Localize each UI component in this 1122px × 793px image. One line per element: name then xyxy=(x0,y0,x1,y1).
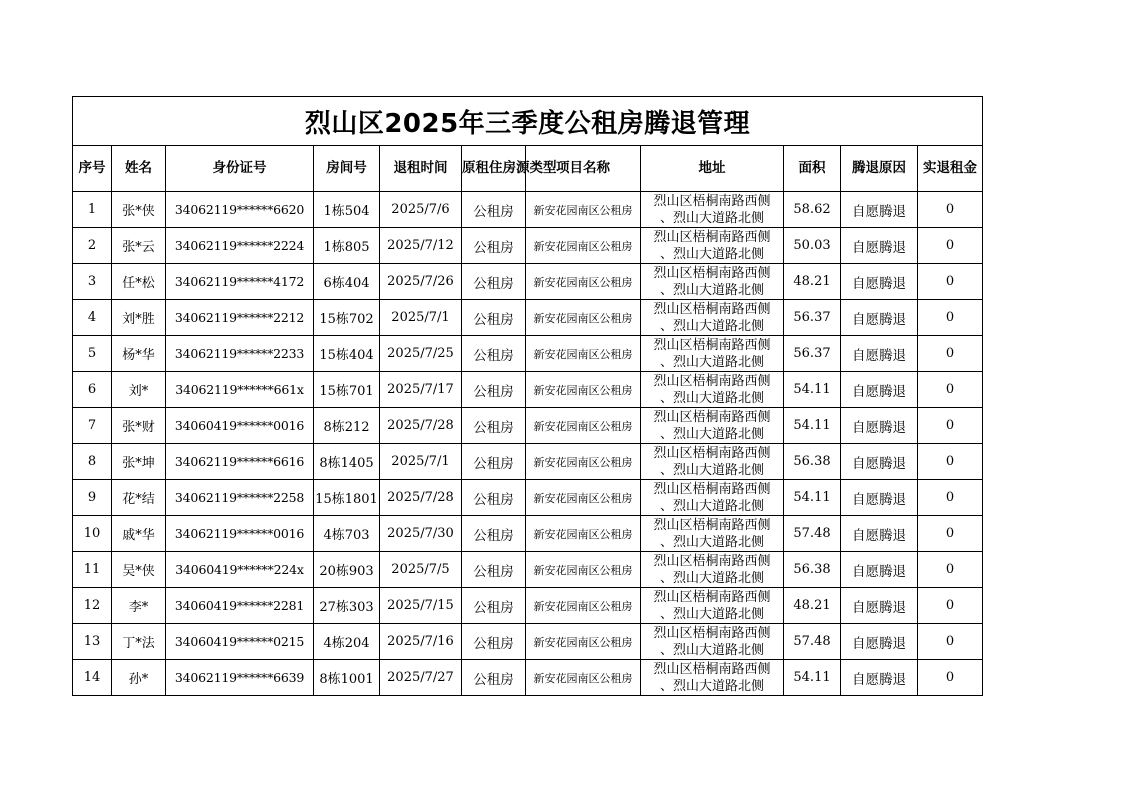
address-line-1: 烈山区梧桐南路西侧 xyxy=(653,625,771,641)
table-row xyxy=(73,264,983,300)
cell-refund: 0 xyxy=(918,192,983,228)
cell-area: 48.21 xyxy=(784,588,841,624)
cell-id-number: 34062119******661x xyxy=(166,372,314,408)
cell-reason: 自愿腾退 xyxy=(841,480,918,516)
cell-housing-type: 公租房 xyxy=(462,336,526,372)
cell-address xyxy=(641,624,784,660)
cell-vacate-date: 2025/7/5 xyxy=(380,552,462,588)
cell-serial: 5 xyxy=(73,336,112,372)
cell-project: 新安花园南区公租房 xyxy=(526,408,641,444)
address-line-2: 、烈山大道路北侧 xyxy=(659,570,764,586)
cell-reason: 自愿腾退 xyxy=(841,516,918,552)
cell-area: 58.62 xyxy=(784,192,841,228)
cell-housing-type: 公租房 xyxy=(462,372,526,408)
table-row xyxy=(73,480,983,516)
cell-area: 56.38 xyxy=(784,444,841,480)
cell-reason: 自愿腾退 xyxy=(841,408,918,444)
cell-reason: 自愿腾退 xyxy=(841,336,918,372)
cell-name: 张*财 xyxy=(112,408,166,444)
cell-reason: 自愿腾退 xyxy=(841,228,918,264)
cell-housing-type: 公租房 xyxy=(462,480,526,516)
address-line-1: 烈山区梧桐南路西侧 xyxy=(653,301,771,317)
cell-housing-type: 公租房 xyxy=(462,624,526,660)
cell-project: 新安花园南区公租房 xyxy=(526,192,641,228)
cell-vacate-date: 2025/7/1 xyxy=(380,300,462,336)
cell-area: 56.37 xyxy=(784,300,841,336)
address-line-1: 烈山区梧桐南路西侧 xyxy=(653,661,771,677)
address-line-1: 烈山区梧桐南路西侧 xyxy=(653,589,771,605)
cell-address xyxy=(641,408,784,444)
cell-reason: 自愿腾退 xyxy=(841,444,918,480)
header-name: 姓名 xyxy=(112,146,166,192)
address-line-2: 、烈山大道路北侧 xyxy=(659,642,764,658)
cell-address xyxy=(641,264,784,300)
cell-refund: 0 xyxy=(918,660,983,696)
cell-serial: 3 xyxy=(73,264,112,300)
header-reason: 腾退原因 xyxy=(841,146,918,192)
cell-project: 新安花园南区公租房 xyxy=(526,660,641,696)
cell-serial: 7 xyxy=(73,408,112,444)
address-line-2: 、烈山大道路北侧 xyxy=(659,318,764,334)
table-body xyxy=(73,192,983,696)
cell-vacate-date: 2025/7/28 xyxy=(380,480,462,516)
cell-id-number: 34062119******2212 xyxy=(166,300,314,336)
cell-vacate-date: 2025/7/25 xyxy=(380,336,462,372)
cell-serial: 10 xyxy=(73,516,112,552)
cell-refund: 0 xyxy=(918,300,983,336)
header-id-number: 身份证号 xyxy=(166,146,314,192)
cell-reason: 自愿腾退 xyxy=(841,660,918,696)
cell-room: 20栋903 xyxy=(314,552,380,588)
cell-room: 4栋703 xyxy=(314,516,380,552)
cell-vacate-date: 2025/7/12 xyxy=(380,228,462,264)
table-title: 烈山区2025年三季度公租房腾退管理 xyxy=(73,97,983,146)
cell-project: 新安花园南区公租房 xyxy=(526,300,641,336)
cell-room: 8栋212 xyxy=(314,408,380,444)
cell-room: 15栋702 xyxy=(314,300,380,336)
cell-refund: 0 xyxy=(918,372,983,408)
table-row xyxy=(73,444,983,480)
cell-reason: 自愿腾退 xyxy=(841,552,918,588)
cell-project: 新安花园南区公租房 xyxy=(526,480,641,516)
cell-area: 50.03 xyxy=(784,228,841,264)
header-serial: 序号 xyxy=(73,146,112,192)
cell-area: 48.21 xyxy=(784,264,841,300)
cell-address xyxy=(641,516,784,552)
cell-name: 戚*华 xyxy=(112,516,166,552)
cell-vacate-date: 2025/7/28 xyxy=(380,408,462,444)
header-address: 地址 xyxy=(641,146,784,192)
cell-id-number: 34062119******6639 xyxy=(166,660,314,696)
cell-address xyxy=(641,552,784,588)
cell-id-number: 34062119******2233 xyxy=(166,336,314,372)
cell-refund: 0 xyxy=(918,516,983,552)
cell-housing-type: 公租房 xyxy=(462,660,526,696)
cell-name: 张*云 xyxy=(112,228,166,264)
cell-room: 1栋805 xyxy=(314,228,380,264)
cell-id-number: 34062119******2258 xyxy=(166,480,314,516)
cell-housing-type: 公租房 xyxy=(462,444,526,480)
address-line-2: 、烈山大道路北侧 xyxy=(659,390,764,406)
cell-name: 孙* xyxy=(112,660,166,696)
cell-reason: 自愿腾退 xyxy=(841,192,918,228)
address-line-2: 、烈山大道路北侧 xyxy=(659,246,764,262)
cell-project: 新安花园南区公租房 xyxy=(526,444,641,480)
cell-id-number: 34060419******224x xyxy=(166,552,314,588)
table-row xyxy=(73,660,983,696)
table-row xyxy=(73,588,983,624)
cell-refund: 0 xyxy=(918,588,983,624)
cell-serial: 4 xyxy=(73,300,112,336)
cell-housing-type: 公租房 xyxy=(462,264,526,300)
cell-name: 张*侠 xyxy=(112,192,166,228)
cell-name: 丁*法 xyxy=(112,624,166,660)
cell-name: 张*坤 xyxy=(112,444,166,480)
cell-project: 新安花园南区公租房 xyxy=(526,336,641,372)
cell-address xyxy=(641,480,784,516)
cell-serial: 9 xyxy=(73,480,112,516)
cell-reason: 自愿腾退 xyxy=(841,264,918,300)
cell-room: 8栋1405 xyxy=(314,444,380,480)
cell-id-number: 34062119******0016 xyxy=(166,516,314,552)
cell-room: 8栋1001 xyxy=(314,660,380,696)
cell-name: 花*结 xyxy=(112,480,166,516)
address-line-1: 烈山区梧桐南路西侧 xyxy=(653,409,771,425)
header-room: 房间号 xyxy=(314,146,380,192)
cell-housing-type: 公租房 xyxy=(462,588,526,624)
address-line-1: 烈山区梧桐南路西侧 xyxy=(653,373,771,389)
cell-vacate-date: 2025/7/1 xyxy=(380,444,462,480)
address-line-2: 、烈山大道路北侧 xyxy=(659,534,764,550)
cell-name: 杨*华 xyxy=(112,336,166,372)
address-line-1: 烈山区梧桐南路西侧 xyxy=(653,553,771,569)
table-row xyxy=(73,408,983,444)
table-row xyxy=(73,300,983,336)
cell-refund: 0 xyxy=(918,624,983,660)
address-line-2: 、烈山大道路北侧 xyxy=(659,426,764,442)
cell-room: 15栋701 xyxy=(314,372,380,408)
cell-room: 15栋404 xyxy=(314,336,380,372)
cell-serial: 11 xyxy=(73,552,112,588)
cell-reason: 自愿腾退 xyxy=(841,624,918,660)
cell-vacate-date: 2025/7/27 xyxy=(380,660,462,696)
table-row xyxy=(73,552,983,588)
cell-vacate-date: 2025/7/15 xyxy=(380,588,462,624)
address-line-2: 、烈山大道路北侧 xyxy=(659,282,764,298)
cell-reason: 自愿腾退 xyxy=(841,300,918,336)
address-line-2: 、烈山大道路北侧 xyxy=(659,498,764,514)
cell-project: 新安花园南区公租房 xyxy=(526,516,641,552)
cell-serial: 14 xyxy=(73,660,112,696)
cell-project: 新安花园南区公租房 xyxy=(526,588,641,624)
address-line-1: 烈山区梧桐南路西侧 xyxy=(653,265,771,281)
cell-name: 吴*侠 xyxy=(112,552,166,588)
cell-housing-type: 公租房 xyxy=(462,516,526,552)
cell-refund: 0 xyxy=(918,480,983,516)
cell-housing-type: 公租房 xyxy=(462,228,526,264)
cell-refund: 0 xyxy=(918,552,983,588)
cell-refund: 0 xyxy=(918,408,983,444)
cell-serial: 2 xyxy=(73,228,112,264)
cell-project: 新安花园南区公租房 xyxy=(526,264,641,300)
cell-address xyxy=(641,588,784,624)
cell-area: 57.48 xyxy=(784,516,841,552)
cell-room: 27栋303 xyxy=(314,588,380,624)
address-line-2: 、烈山大道路北侧 xyxy=(659,354,764,370)
cell-refund: 0 xyxy=(918,444,983,480)
address-line-2: 、烈山大道路北侧 xyxy=(659,210,764,226)
table-row xyxy=(73,192,983,228)
cell-address xyxy=(641,300,784,336)
cell-housing-type: 公租房 xyxy=(462,408,526,444)
cell-area: 54.11 xyxy=(784,660,841,696)
cell-room: 6栋404 xyxy=(314,264,380,300)
cell-reason: 自愿腾退 xyxy=(841,372,918,408)
cell-housing-type: 公租房 xyxy=(462,192,526,228)
cell-id-number: 34062119******6616 xyxy=(166,444,314,480)
header-refund: 实退租金 xyxy=(918,146,983,192)
cell-refund: 0 xyxy=(918,228,983,264)
cell-project: 新安花园南区公租房 xyxy=(526,372,641,408)
cell-project: 新安花园南区公租房 xyxy=(526,624,641,660)
cell-name: 任*松 xyxy=(112,264,166,300)
table-row xyxy=(73,372,983,408)
cell-serial: 6 xyxy=(73,372,112,408)
table-row xyxy=(73,516,983,552)
cell-refund: 0 xyxy=(918,336,983,372)
cell-project: 新安花园南区公租房 xyxy=(526,228,641,264)
rental-vacate-table xyxy=(72,96,983,696)
cell-vacate-date: 2025/7/6 xyxy=(380,192,462,228)
cell-area: 54.11 xyxy=(784,372,841,408)
cell-project: 新安花园南区公租房 xyxy=(526,552,641,588)
cell-room: 4栋204 xyxy=(314,624,380,660)
cell-refund: 0 xyxy=(918,264,983,300)
address-line-1: 烈山区梧桐南路西侧 xyxy=(653,481,771,497)
address-line-1: 烈山区梧桐南路西侧 xyxy=(653,337,771,353)
cell-id-number: 34060419******0016 xyxy=(166,408,314,444)
cell-address xyxy=(641,372,784,408)
cell-area: 54.11 xyxy=(784,408,841,444)
cell-address xyxy=(641,192,784,228)
table-row xyxy=(73,336,983,372)
header-row xyxy=(73,146,983,192)
cell-vacate-date: 2025/7/30 xyxy=(380,516,462,552)
cell-id-number: 34062119******4172 xyxy=(166,264,314,300)
cell-id-number: 34062119******2224 xyxy=(166,228,314,264)
cell-name: 刘*胜 xyxy=(112,300,166,336)
header-housing-type: 原租住房源类型 xyxy=(462,146,526,192)
cell-reason: 自愿腾退 xyxy=(841,588,918,624)
address-line-2: 、烈山大道路北侧 xyxy=(659,606,764,622)
cell-address xyxy=(641,444,784,480)
cell-housing-type: 公租房 xyxy=(462,552,526,588)
cell-serial: 8 xyxy=(73,444,112,480)
cell-area: 56.38 xyxy=(784,552,841,588)
cell-room: 1栋504 xyxy=(314,192,380,228)
cell-housing-type: 公租房 xyxy=(462,300,526,336)
address-line-1: 烈山区梧桐南路西侧 xyxy=(653,517,771,533)
cell-id-number: 34060419******0215 xyxy=(166,624,314,660)
address-line-1: 烈山区梧桐南路西侧 xyxy=(653,193,771,209)
cell-serial: 13 xyxy=(73,624,112,660)
cell-vacate-date: 2025/7/17 xyxy=(380,372,462,408)
address-line-1: 烈山区梧桐南路西侧 xyxy=(653,229,771,245)
cell-area: 54.11 xyxy=(784,480,841,516)
cell-address xyxy=(641,228,784,264)
cell-address xyxy=(641,336,784,372)
cell-name: 李* xyxy=(112,588,166,624)
cell-vacate-date: 2025/7/26 xyxy=(380,264,462,300)
cell-vacate-date: 2025/7/16 xyxy=(380,624,462,660)
header-project: 项目名称 xyxy=(526,146,641,192)
table-row xyxy=(73,624,983,660)
address-line-2: 、烈山大道路北侧 xyxy=(659,462,764,478)
cell-id-number: 34060419******2281 xyxy=(166,588,314,624)
cell-area: 56.37 xyxy=(784,336,841,372)
cell-serial: 12 xyxy=(73,588,112,624)
cell-id-number: 34062119******6620 xyxy=(166,192,314,228)
table-row xyxy=(73,228,983,264)
address-line-2: 、烈山大道路北侧 xyxy=(659,678,764,694)
address-line-1: 烈山区梧桐南路西侧 xyxy=(653,445,771,461)
cell-serial: 1 xyxy=(73,192,112,228)
cell-name: 刘* xyxy=(112,372,166,408)
cell-room: 15栋1801 xyxy=(314,480,380,516)
cell-area: 57.48 xyxy=(784,624,841,660)
cell-address xyxy=(641,660,784,696)
header-area: 面积 xyxy=(784,146,841,192)
header-vacate-date: 退租时间 xyxy=(380,146,462,192)
